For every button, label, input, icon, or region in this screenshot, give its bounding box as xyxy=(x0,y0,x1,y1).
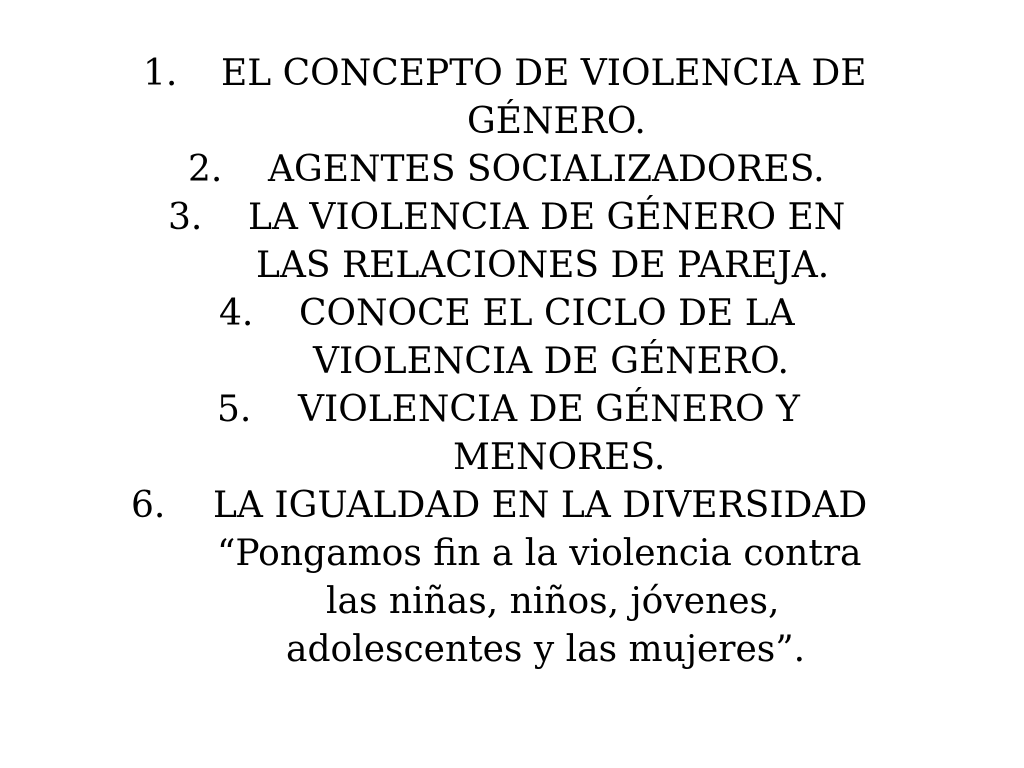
list-item-text: LAS RELACIONES DE PAREJA. xyxy=(256,245,830,286)
list-item-number: 4. xyxy=(219,293,254,334)
list-item-number: 2. xyxy=(188,149,223,190)
quote-text: las niñas, niños, jóvenes, xyxy=(326,581,780,622)
quote-text: “Pongamos fin a la violencia contra xyxy=(217,533,862,574)
list-item-text: VIOLENCIA DE GÉNERO. xyxy=(313,341,789,382)
list-item-text: LA IGUALDAD EN LA DIVERSIDAD xyxy=(213,485,868,526)
list-item-number: 3. xyxy=(168,197,203,238)
list-item-text: GÉNERO. xyxy=(467,101,646,142)
list-item-number: 1. xyxy=(143,53,178,94)
list-item-text: EL CONCEPTO DE VIOLENCIA DE xyxy=(221,53,867,94)
list-item-text: VIOLENCIA DE GÉNERO Y xyxy=(298,389,800,430)
list-item-text: AGENTES SOCIALIZADORES. xyxy=(268,149,825,190)
list-item-number: 5. xyxy=(217,389,252,430)
list-item-text: CONOCE EL CICLO DE LA xyxy=(299,293,795,334)
list-item-text: LA VIOLENCIA DE GÉNERO EN xyxy=(248,197,846,238)
list-item-number: 6. xyxy=(131,485,166,526)
list-item-text: MENORES. xyxy=(453,437,666,478)
quote-text: adolescentes y las mujeres”. xyxy=(286,629,806,670)
